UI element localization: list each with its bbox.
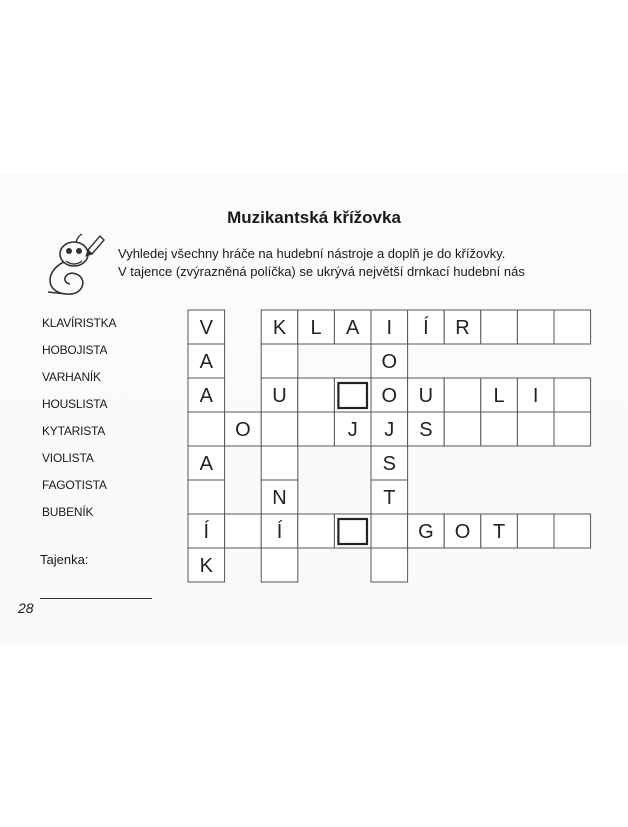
crossword-cell[interactable] <box>554 514 591 548</box>
crossword-letter: I <box>532 385 539 407</box>
crossword-cell[interactable] <box>517 412 554 446</box>
crossword-cell[interactable] <box>517 310 554 344</box>
crossword-letter: U <box>272 385 287 407</box>
crossword-letter: O <box>381 351 398 373</box>
crossword-letter: A <box>199 351 213 373</box>
crossword-cell[interactable] <box>371 514 408 548</box>
word-item: HOUSLISTA <box>42 397 108 411</box>
crossword-cell[interactable] <box>261 344 298 378</box>
crossword-letter: S <box>419 419 433 441</box>
page-number: 28 <box>18 600 34 616</box>
crossword-cell[interactable] <box>188 412 225 446</box>
crossword-letter: J <box>384 419 395 441</box>
crossword-cell[interactable] <box>298 514 335 548</box>
crossword-cell[interactable] <box>444 412 481 446</box>
crossword-letter: T <box>383 487 396 509</box>
crossword-letter: O <box>454 521 471 543</box>
crossword-letter: A <box>346 317 360 339</box>
word-item: BUBENÍK <box>42 505 94 519</box>
crossword-letter: J <box>347 419 358 441</box>
crossword-cell[interactable] <box>554 378 591 412</box>
crossword-cell[interactable] <box>261 446 298 480</box>
crossword-letter: I <box>386 317 393 339</box>
crossword-letter: A <box>199 385 213 407</box>
crossword-cell[interactable] <box>517 514 554 548</box>
instruction-line-2: V tajence (zvýrazněná políčka) se ukrývá největší drnkací hudební nás <box>118 264 525 279</box>
word-item: KLAVÍRISTKA <box>42 316 117 330</box>
crossword-letter: K <box>272 317 287 339</box>
crossword-letter: G <box>418 521 434 543</box>
crossword-cell[interactable] <box>554 310 591 344</box>
word-item: VIOLISTA <box>42 451 94 465</box>
instruction-line-1: Vyhledej všechny hráče na hudební nástroje a doplň je do křížovky. <box>118 246 506 261</box>
crossword-cell[interactable] <box>371 548 408 582</box>
crossword-cell[interactable] <box>554 412 591 446</box>
page-title: Muzikantská křížovka <box>227 208 401 227</box>
crossword-letter: R <box>455 317 470 339</box>
crossword-letter: A <box>199 453 213 475</box>
crossword-letter: V <box>199 317 213 339</box>
crossword-letter: O <box>381 385 398 407</box>
crossword-letter: O <box>235 419 251 441</box>
word-item: HOBOJISTA <box>42 343 108 357</box>
crossword-letter: L <box>310 317 322 339</box>
crossword-cell[interactable] <box>481 310 518 344</box>
crossword-letter: N <box>272 487 287 509</box>
crossword-letter: K <box>199 555 213 577</box>
crossword-letter: Í <box>203 521 210 543</box>
crossword-cell[interactable] <box>481 412 518 446</box>
crossword-cell[interactable] <box>444 378 481 412</box>
word-item: KYTARISTA <box>42 424 106 438</box>
crossword-cell[interactable] <box>298 378 335 412</box>
crossword-cell[interactable] <box>298 412 335 446</box>
crossword-cell[interactable] <box>225 514 262 548</box>
crossword-letter: U <box>418 385 434 407</box>
crossword-letter: S <box>382 453 396 475</box>
crossword-letter: L <box>493 385 505 407</box>
crossword-cell[interactable] <box>188 480 225 514</box>
crossword-letter: T <box>492 521 506 543</box>
crossword-cell[interactable] <box>261 548 298 582</box>
crossword-letter: Í <box>423 317 429 339</box>
tajenka-label: Tajenka: <box>40 552 89 567</box>
crossword-cell[interactable] <box>261 412 298 446</box>
word-item: VARHANÍK <box>42 370 101 384</box>
crossword-letter: Í <box>276 521 283 543</box>
word-item: FAGOTISTA <box>42 478 107 492</box>
